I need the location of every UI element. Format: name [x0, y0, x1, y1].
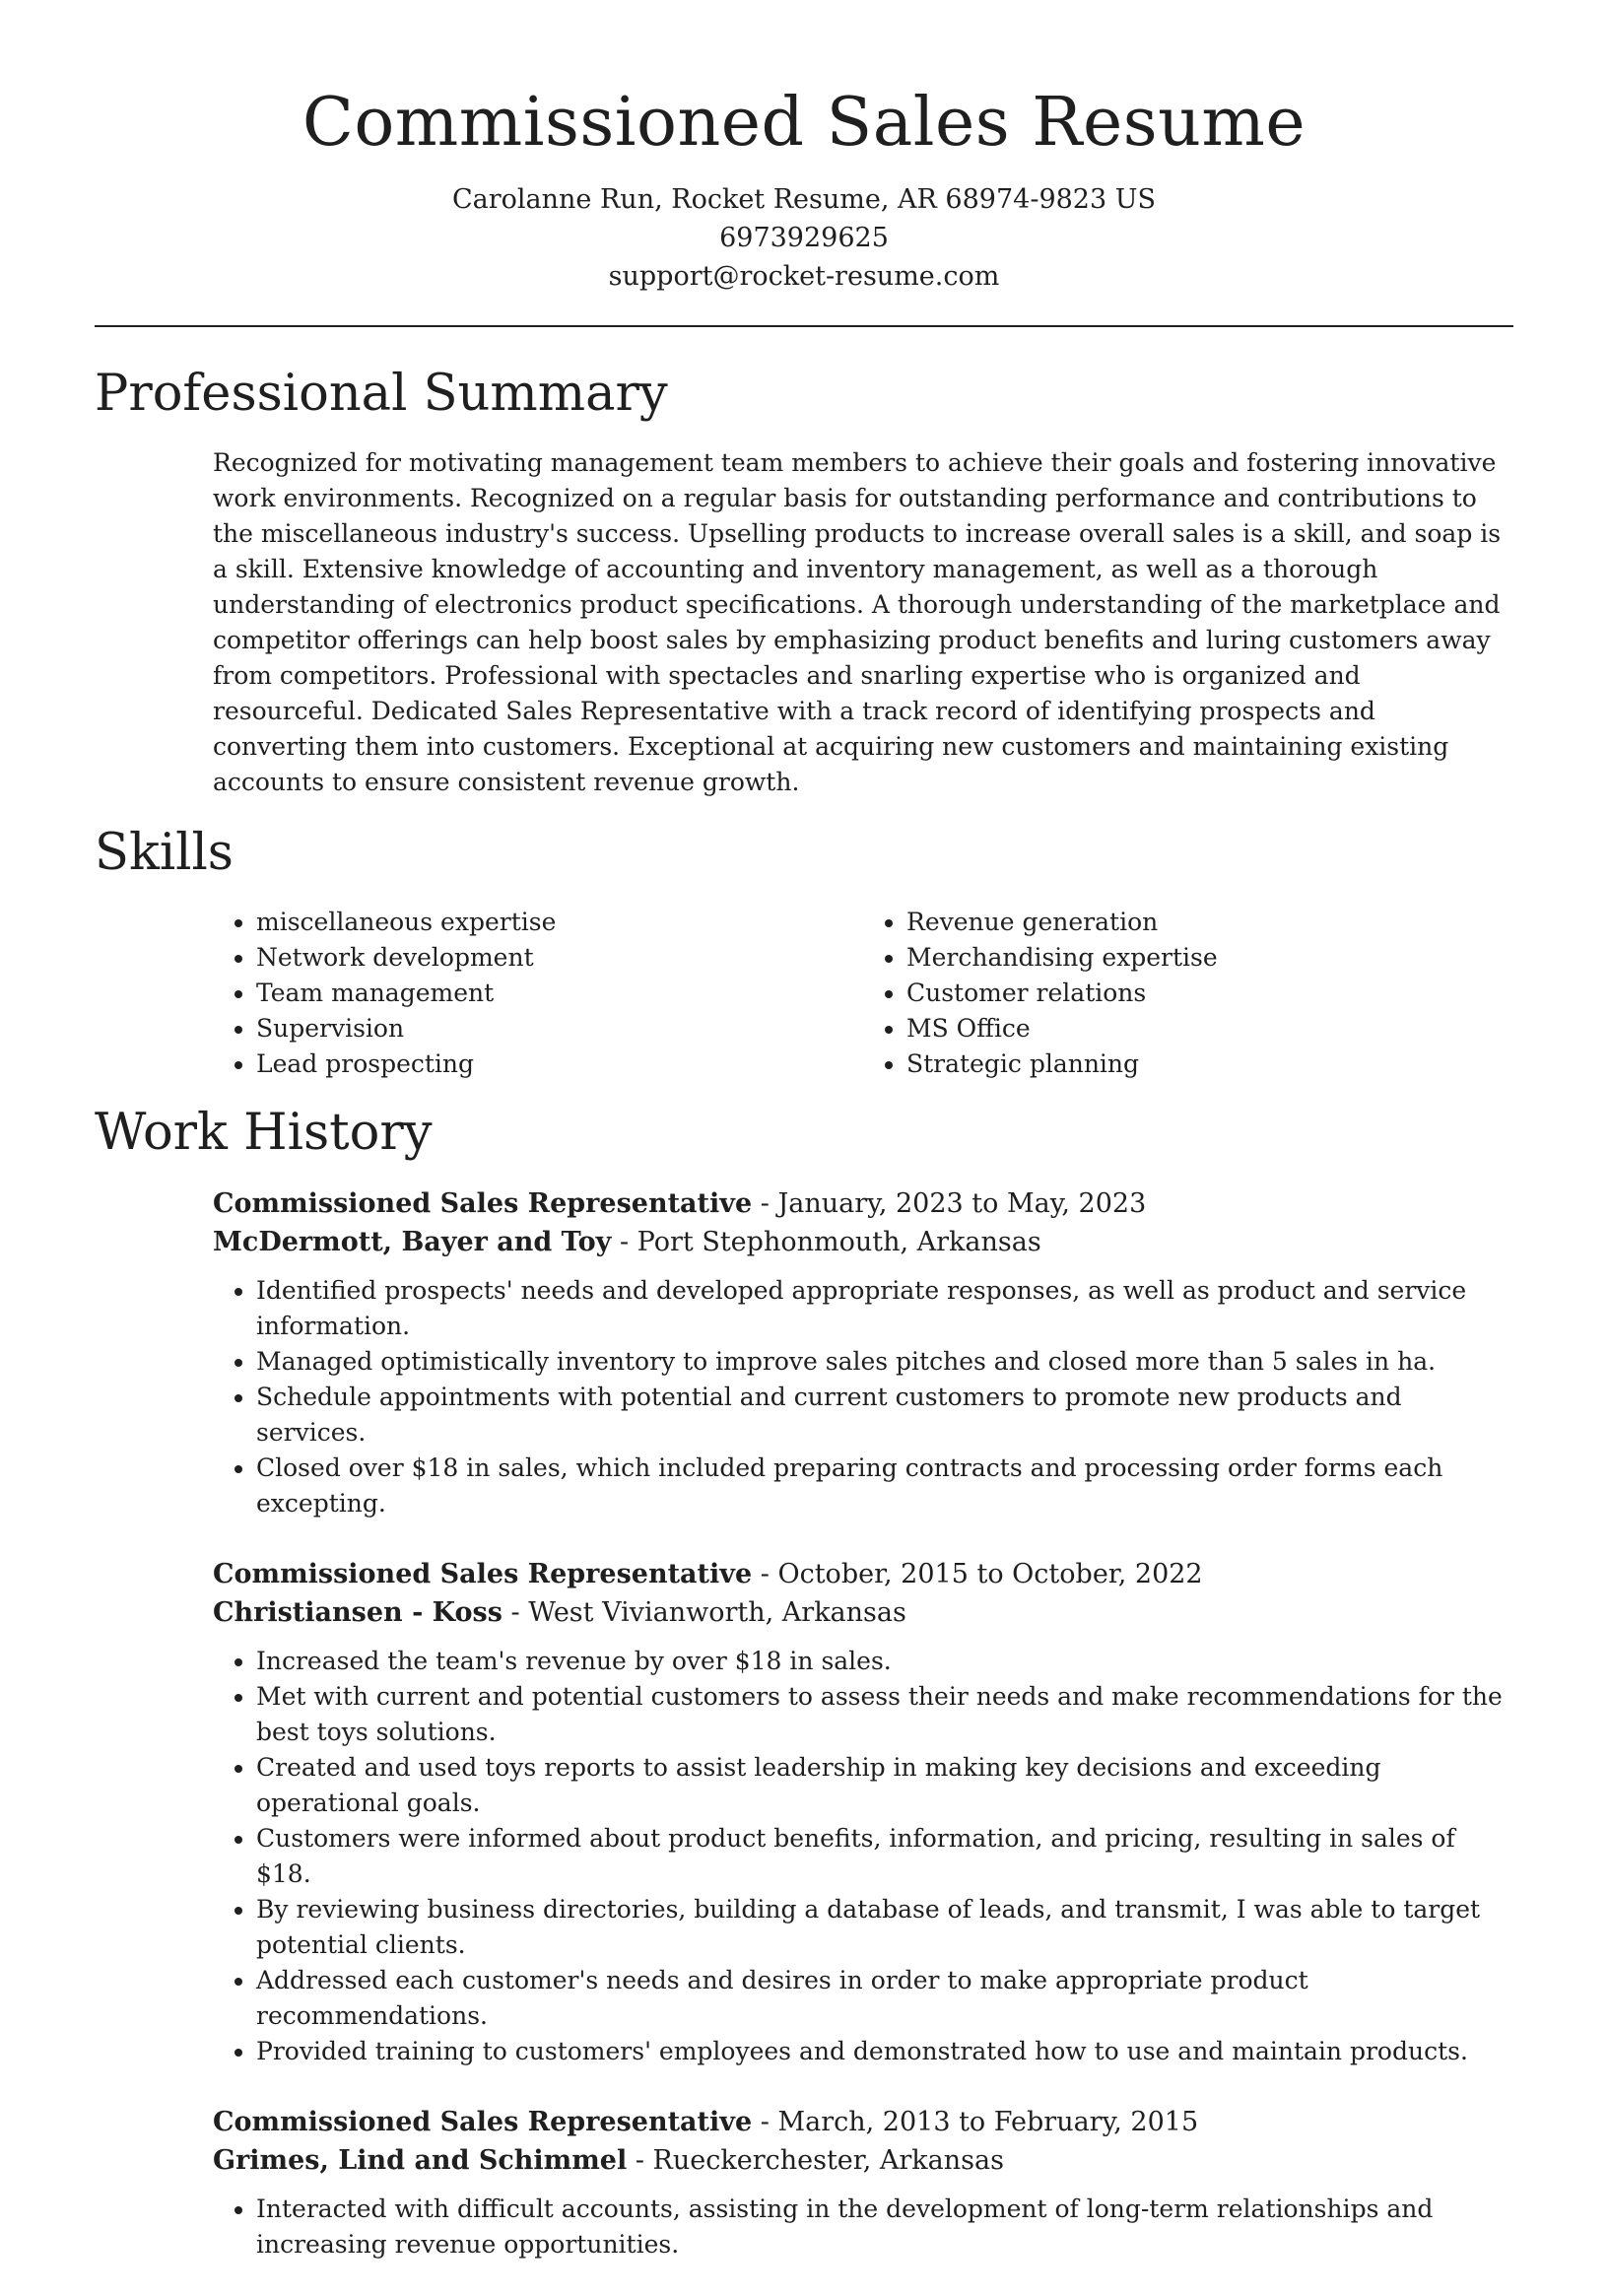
job-title-line: Commissioned Sales Representative - October, 2015 to October, 2022 [213, 1559, 1203, 1590]
contact-block [95, 180, 1513, 296]
job-bullet: • Closed over $18 in sales, which included preparing contracts and processing order forms each excepting. [256, 1451, 1513, 1521]
job-company: McDermott, Bayer and Toy [213, 1227, 612, 1258]
skill-item: • Network development [256, 940, 863, 976]
job-company-line: McDermott, Bayer and Toy - Port Stephonmouth, Arkansas [213, 1227, 1041, 1258]
summary-text: Recognized for motivating management team members to achieve their goals and fostering innovative work environments. Recognized on a regular basis for outstanding performance and contributions to the miscellaneous industry's success. Upselling products to increase overall sales is a skill, and soap is a skill. Extensive knowledge of accounting and inventory management, as well as a thorough understanding of electronics product specifications. A thorough understanding of the marketplace and competitor offerings can help boost sales by emphasizing product benefits and luring customers away from competitors. Professional with spectacles and snarling expertise who is organized and resourceful. Dedicated Sales Representative with a track record of identifying prospects and converting them into customers. Exceptional at acquiring new customers and maintaining existing accounts to ensure consistent revenue growth. [213, 447, 1502, 796]
skill-item: • Strategic planning [906, 1047, 1513, 1082]
skills-column-right [863, 905, 1513, 1082]
skill-item: • Revenue generation [906, 905, 1513, 940]
job-dates: January, 2023 to May, 2023 [777, 1188, 1147, 1220]
skill-item: • Lead prospecting [256, 1047, 863, 1082]
skills-section [95, 823, 1513, 1082]
job-bullet: • Interacted with difficult accounts, assisting in the development of long-term relationships and increasing revenue opportunities. [256, 2192, 1513, 2262]
job-location: Port Stephonmouth, Arkansas [636, 1227, 1041, 1258]
job-dates: March, 2013 to February, 2015 [777, 2107, 1199, 2138]
skills-column-left [213, 905, 863, 1082]
work-history-section [95, 1103, 1513, 2262]
job-bullet: • Schedule appointments with potential and current customers to promote new products and services. [256, 1380, 1513, 1451]
job-bullet: • By reviewing business directories, building a database of leads, and transmit, I was able to target potential clients. [256, 1892, 1513, 1963]
job-bullets [213, 2192, 1513, 2262]
contact-address: Carolanne Run, Rocket Resume, AR 68974-9823 US [451, 183, 1156, 215]
skills-heading: Skills [95, 823, 234, 882]
skill-item: • miscellaneous expertise [256, 905, 863, 940]
job-company: Christiansen - Koss [213, 1597, 502, 1629]
job-bullet: • Met with current and potential customers to assess their needs and make recommendations for the best toys solutions. [256, 1679, 1513, 1750]
job-location: West Vivianworth, Arkansas [528, 1597, 906, 1629]
job-bullet: • Managed optimistically inventory to improve sales pitches and closed more than 5 sales in ha. [256, 1344, 1513, 1380]
job-bullet: • Addressed each customer's needs and desires in order to make appropriate product recommendations. [256, 1963, 1513, 2034]
job-bullets [213, 1273, 1513, 1521]
skill-item: • Supervision [256, 1011, 863, 1047]
skill-item: • Team management [256, 976, 863, 1011]
job-bullet: • Provided training to customers' employees and demonstrated how to use and maintain products. [256, 2034, 1513, 2069]
job-bullet: • Increased the team's revenue by over $18 in sales. [256, 1644, 1513, 1679]
contact-phone: 6973929625 [719, 222, 889, 253]
job-title: Commissioned Sales Representative [213, 2107, 753, 2138]
work-history-heading: Work History [95, 1103, 433, 1162]
contact-email: support@rocket-resume.com [608, 260, 1000, 292]
job-title-line: Commissioned Sales Representative - March, 2013 to February, 2015 [213, 2107, 1199, 2138]
job-bullets [213, 1644, 1513, 2069]
job-title: Commissioned Sales Representative [213, 1559, 753, 1590]
job-company-line: Christiansen - Koss - West Vivianworth, Arkansas [213, 1597, 906, 1629]
job-bullet: • Created and used toys reports to assist leadership in making key decisions and exceeding operational goals. [256, 1750, 1513, 1821]
header-divider [95, 325, 1513, 327]
job-title: Commissioned Sales Representative [213, 1188, 753, 1220]
skill-item: • MS Office [906, 1011, 1513, 1047]
job-bullet: • Customers were informed about product benefits, information, and pricing, resulting in sales of $18. [256, 1821, 1513, 1892]
resume-title: Commissioned Sales Resume [302, 84, 1306, 162]
skills-list [213, 905, 1513, 1082]
job-dates: October, 2015 to October, 2022 [777, 1559, 1203, 1590]
summary-heading: Professional Summary [95, 364, 668, 423]
summary-section [95, 364, 1513, 800]
job-title-line: Commissioned Sales Representative - January, 2023 to May, 2023 [213, 1188, 1147, 1220]
skill-item: • Merchandising expertise [906, 940, 1513, 976]
job-bullet: • Identified prospects' needs and developed appropriate responses, as well as product and service information. [256, 1273, 1513, 1344]
job-entry [213, 1184, 1513, 1521]
job-entry [213, 1555, 1513, 2069]
job-company-line: Grimes, Lind and Schimmel - Rueckerchester, Arkansas [213, 2145, 1004, 2177]
summary-body [213, 445, 1513, 800]
job-company: Grimes, Lind and Schimmel [213, 2145, 628, 2177]
job-location: Rueckerchester, Arkansas [652, 2145, 1004, 2177]
resume-page [95, 0, 1513, 2296]
job-entry [213, 2103, 1513, 2262]
skill-item: • Customer relations [906, 976, 1513, 1011]
